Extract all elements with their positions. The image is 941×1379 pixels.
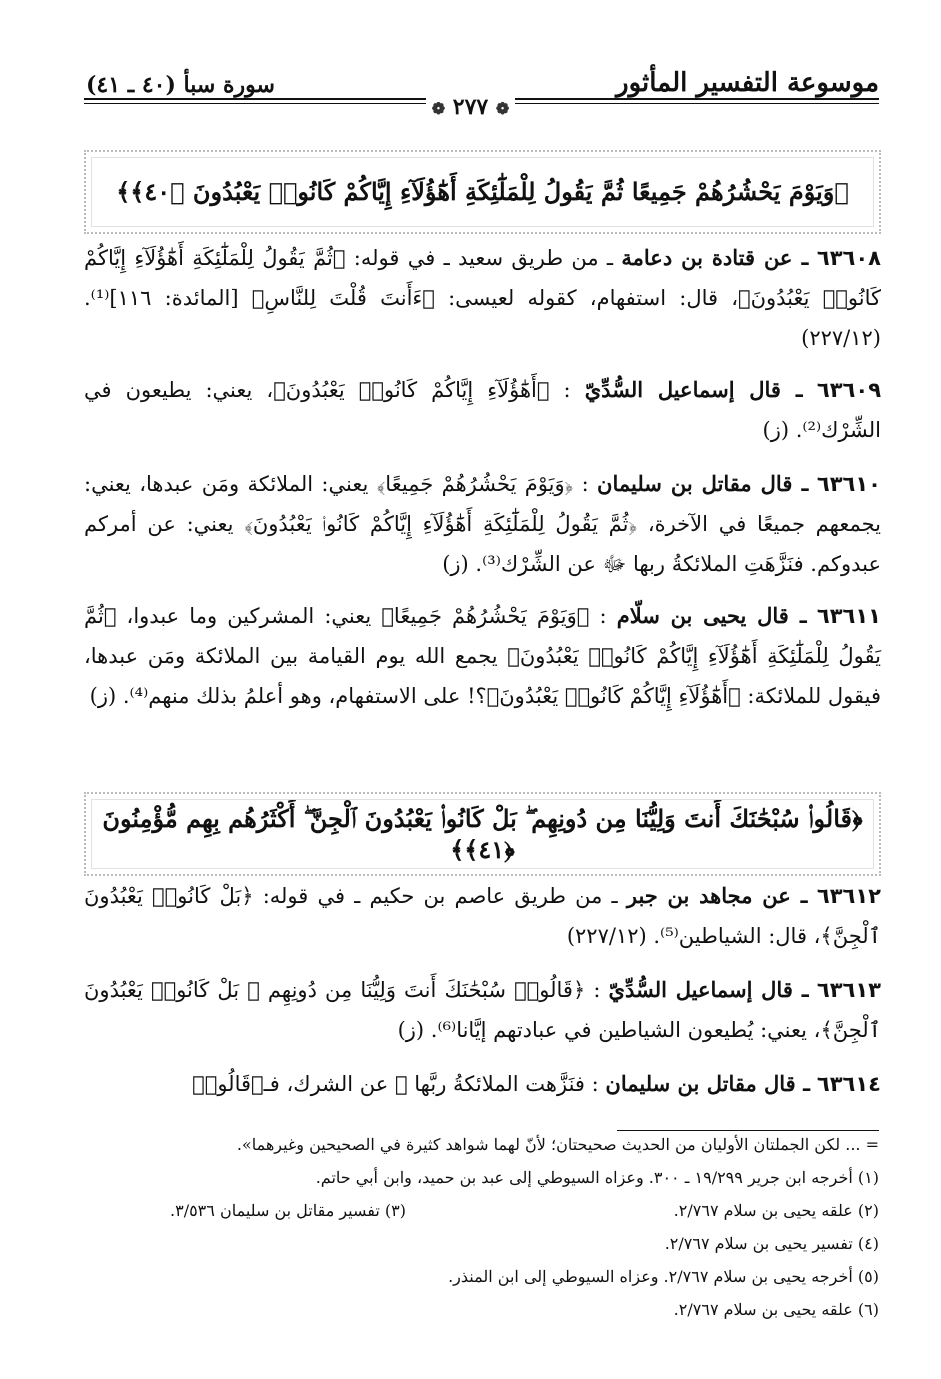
page-number-text: ٢٧٧ bbox=[452, 94, 489, 120]
narration-entry: ٦٣٦٠٨ ـ عن قتادة بن دعامة ـ من طريق سعيد ـ في قوله: ﴿ثُمَّ يَقُولُ لِلْمَلَٰٓئِكَةِ أَهَٰٓؤُلَآءِ إِيَّاكُمْ كَانُوا۟ يَعْبُدُونَ﴾، قال: استفهام، كقوله لعيسى: ﴿ءَأَنتَ قُلْتَ لِلنَّاسِ﴾ [المائدة: ١١٦]⁽¹⁾. (٢٢٧/١٢) bbox=[84, 245, 881, 350]
narration-entry: ٦٣٦٠٩ ـ قال إسماعيل السُّدِّيّ : ﴿أَهَٰٓؤُلَآءِ إِيَّاكُمْ كَانُوا۟ يَعْبُدُونَ﴾، يعني: يطيعون في الشِّرْك⁽²⁾. (ز) bbox=[84, 377, 882, 442]
footnote: (٣) تفسير مقاتل بن سليمان ٣/٥٣٦. bbox=[170, 1201, 406, 1220]
entry-text: : فنَزَّهت الملائكةُ ربَّها ﷻ عن الشرك، فـ﴿قَالُوا۟ bbox=[192, 1072, 599, 1096]
narrator-name: عن مجاهد بن جبر bbox=[626, 883, 791, 908]
book-title: موسوعة التفسير المأثور bbox=[616, 68, 879, 98]
narrator-name: قال مقاتل بن سليمان bbox=[605, 1071, 796, 1096]
narration-entry: ٦٣٦١١ ـ قال يحيى بن سلّام : ﴿وَيَوْمَ يَحْشُرُهُمْ جَمِيعًا﴾ يعني: المشركين وما عبدوا، ﴿ثُمَّ يَقُولُ لِلْمَلَٰٓئِكَةِ أَهَٰٓؤُلَآءِ إِيَّاكُمْ كَانُوا۟ يَعْبُدُونَ﴾ يجمع الله يوم القيامة بين الملائكة ومَن عبدها، فيقول للملائكة: ﴿أَهَٰٓؤُلَآءِ إِيَّاكُمْ كَانُوا۟ يَعْبُدُونَ﴾؟! على الاستفهام، وهو أعلمُ بذلك منهم⁽⁴⁾. (ز) bbox=[84, 603, 881, 708]
entry-number: ٦٣٦١٣ bbox=[816, 978, 881, 1002]
narrator-name: قال يحيى بن سلّام bbox=[616, 603, 789, 628]
narrator-name: قال إسماعيل السُّدِّيّ bbox=[608, 977, 793, 1002]
footnote: = ... لكن الجملتان الأوليان من الحديث صحيحتان؛ لأنّ لهما شواهد كثيرة في الصحيحين وغيرهما». bbox=[236, 1135, 879, 1154]
footnote: (٦) علقه يحيى بن سلام ٢/٧٦٧. bbox=[673, 1300, 879, 1319]
quran-verse-box bbox=[84, 150, 881, 234]
entry-text: : ﴿قَالُوا۟ سُبْحَٰنَكَ أَنتَ وَلِيُّنَا مِن دُونِهِم ۖ بَلْ كَانُوا۟ يَعْبُدُونَ ٱلْجِنَّ﴾، يعني: يُطيعون الشياطين في عبادتهم إيَّانا⁽⁶⁾. (ز) bbox=[84, 978, 881, 1042]
ornament-icon: ❁ bbox=[495, 99, 510, 118]
entry-number: ٦٣٦١٠ bbox=[816, 472, 881, 496]
narration-entry: ٦٣٦١٤ ـ قال مقاتل بن سليمان : فنَزَّهت الملائكةُ ربَّها ﷻ عن الشرك، فـ﴿قَالُوا۟ bbox=[192, 1071, 881, 1096]
entry-text: : ﴿وَيَوْمَ يَحْشُرُهُمْ جَمِيعًا﴾ يعني: الملائكة ومَن عبدها، يعني: يجمعهم جميعًا في الآخرة، ﴿ثُمَّ يَقُولُ لِلْمَلَٰٓئِكَةِ أَهَٰٓؤُلَآءِ إِيَّاكُمْ كَانُوا۟ يَعْبُدُونَ﴾ يعني: عن أمركم عبدوكم. فنَزَّهَتِ الملائكةُ ربها ﷻ عن الشِّرْك⁽³⁾. (ز) bbox=[84, 472, 881, 576]
footnote: (٥) أخرجه يحيى بن سلام ٢/٧٦٧. وعزاه السيوطي إلى ابن المنذر. bbox=[448, 1267, 879, 1286]
entry-number: ٦٣٦٠٨ bbox=[816, 246, 881, 270]
entry-number: ٦٣٦٠٩ bbox=[816, 378, 882, 402]
surah-reference: سورة سبأ (٤٠ ـ ٤١) bbox=[86, 72, 275, 98]
entry-text: ـ من طريق عاصم بن حكيم ـ في قوله: ﴿بَلْ كَانُوا۟ يَعْبُدُونَ ٱلْجِنَّ﴾، قال: الشياطين⁽⁵⁾. (٢٢٧/١٢) bbox=[84, 884, 881, 948]
entry-text: ـ من طريق سعيد ـ في قوله: ﴿ثُمَّ يَقُولُ لِلْمَلَٰٓئِكَةِ أَهَٰٓؤُلَآءِ إِيَّاكُمْ كَانُوا۟ يَعْبُدُونَ﴾، قال: استفهام، كقوله لعيسى: ﴿ءَأَنتَ قُلْتَ لِلنَّاسِ﴾ [المائدة: ١١٦]⁽¹⁾. (٢٢٧/١٢) bbox=[84, 246, 881, 350]
narration-entry: ٦٣٦١٠ ـ قال مقاتل بن سليمان : ﴿وَيَوْمَ يَحْشُرُهُمْ جَمِيعًا﴾ يعني: الملائكة ومَن عبدها، يعني: يجمعهم جميعًا في الآخرة، ﴿ثُمَّ يَقُولُ لِلْمَلَٰٓئِكَةِ أَهَٰٓؤُلَآءِ إِيَّاكُمْ كَانُوا۟ يَعْبُدُونَ﴾ يعني: عن أمركم عبدوكم. فنَزَّهَتِ الملائكةُ ربها ﷻ عن الشِّرْك⁽³⁾. (ز) bbox=[84, 471, 881, 576]
footnote: (٢) علقه يحيى بن سلام ٢/٧٦٧. bbox=[673, 1201, 879, 1220]
entry-text: : ﴿أَهَٰٓؤُلَآءِ إِيَّاكُمْ كَانُوا۟ يَعْبُدُونَ﴾، يعني: يطيعون في الشِّرْك⁽²⁾. (ز) bbox=[84, 378, 881, 442]
footnote: (٤) تفسير يحيى بن سلام ٢/٧٦٧. bbox=[664, 1234, 879, 1253]
page-number bbox=[426, 94, 516, 120]
entry-number: ٦٣٦١١ bbox=[816, 604, 881, 628]
entry-number: ٦٣٦١٤ bbox=[816, 1072, 881, 1096]
entry-text: : ﴿وَيَوْمَ يَحْشُرُهُمْ جَمِيعًا﴾ يعني: المشركين وما عبدوا، ﴿ثُمَّ يَقُولُ لِلْمَلَٰٓئِكَةِ أَهَٰٓؤُلَآءِ إِيَّاكُمْ كَانُوا۟ يَعْبُدُونَ﴾ يجمع الله يوم القيامة بين الملائكة ومَن عبدها، فيقول للملائكة: ﴿أَهَٰٓؤُلَآءِ إِيَّاكُمْ كَانُوا۟ يَعْبُدُونَ﴾؟! على الاستفهام، وهو أعلمُ بذلك منهم⁽⁴⁾. (ز) bbox=[84, 604, 881, 708]
quran-verse-box bbox=[84, 792, 881, 876]
footnote: (١) أخرجه ابن جرير ١٩/٢٩٩ ـ ٣٠٠. وعزاه السيوطي إلى عبد بن حميد، وابن أبي حاتم. bbox=[315, 1168, 879, 1187]
quran-verse-text: ﴿قَالُوا۟ سُبْحَٰنَكَ أَنتَ وَلِيُّنَا مِن دُونِهِم ۖ بَلْ كَانُوا۟ يَعْبُدُونَ ٱلْجِنَّ ۖ أَكْثَرُهُم بِهِم مُّؤْمِنُونَ ﴿٤١﴾﴾ bbox=[102, 803, 863, 864]
quran-verse-text: ﴿وَيَوْمَ يَحْشُرُهُمْ جَمِيعًا ثُمَّ يَقُولُ لِلْمَلَٰٓئِكَةِ أَهَٰٓؤُلَآءِ إِيَّاكُمْ كَانُوا۟ يَعْبُدُونَ ﴿٤٠﴾﴾ bbox=[116, 177, 849, 207]
entry-number: ٦٣٦١٢ bbox=[816, 884, 881, 908]
narrator-name: قال إسماعيل السُّدِّيّ bbox=[584, 377, 781, 402]
narration-entry: ٦٣٦١٢ ـ عن مجاهد بن جبر ـ من طريق عاصم بن حكيم ـ في قوله: ﴿بَلْ كَانُوا۟ يَعْبُدُونَ ٱلْجِنَّ﴾، قال: الشياطين⁽⁵⁾. (٢٢٧/١٢) bbox=[84, 883, 881, 948]
ornament-icon: ❁ bbox=[431, 99, 446, 118]
narrator-name: عن قتادة بن دعامة bbox=[621, 245, 793, 270]
narrator-name: قال مقاتل بن سليمان bbox=[597, 471, 793, 496]
narration-entry: ٦٣٦١٣ ـ قال إسماعيل السُّدِّيّ : ﴿قَالُوا۟ سُبْحَٰنَكَ أَنتَ وَلِيُّنَا مِن دُونِهِم ۖ بَلْ كَانُوا۟ يَعْبُدُونَ ٱلْجِنَّ﴾، يعني: يُطيعون الشياطين في عبادتهم إيَّانا⁽⁶⁾. (ز) bbox=[84, 977, 881, 1042]
